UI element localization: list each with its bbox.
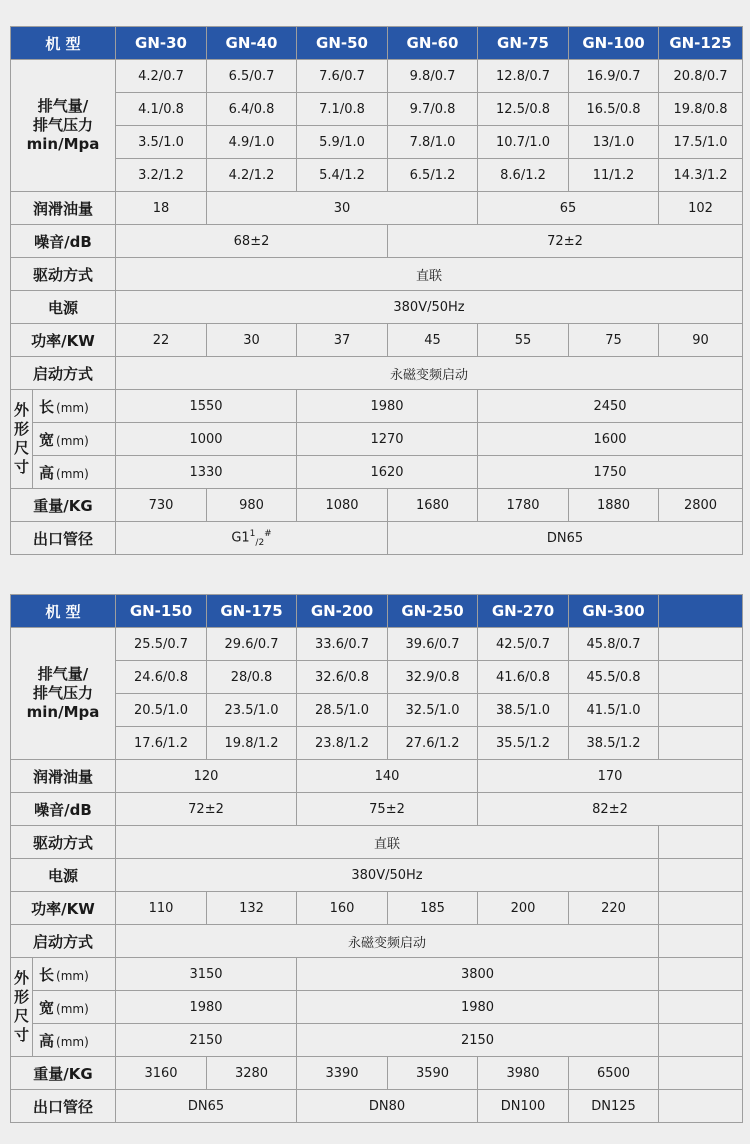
capacity-cell: 19.8/0.8 [659, 93, 743, 126]
empty-cell [659, 694, 743, 727]
outlet-cell: DN100 [478, 1090, 569, 1123]
empty-cell [659, 1057, 743, 1090]
capacity-row [11, 60, 743, 93]
model-cell: GN-30 [116, 27, 207, 60]
outlet-cell: $G1^1_{/2}^{\#}$ [116, 522, 388, 555]
drive-row [11, 826, 743, 859]
capacity-cell: 12.8/0.7 [478, 60, 569, 93]
noise-cell: 68±2 [116, 225, 388, 258]
power-row [11, 859, 743, 892]
capacity-row [11, 628, 743, 661]
capacity-cell: 9.7/0.8 [388, 93, 478, 126]
model-cell: GN-125 [659, 27, 743, 60]
outlet-row [11, 522, 743, 555]
model-header: 机 型 [11, 595, 116, 628]
oil-cell: 140 [297, 760, 478, 793]
start-label: 启动方式 [11, 357, 116, 390]
empty-cell [659, 1090, 743, 1123]
capacity-row [11, 661, 743, 694]
capacity-cell: 4.1/0.8 [116, 93, 207, 126]
capacity-cell: 28.5/1.0 [297, 694, 388, 727]
capacity-cell: 7.1/0.8 [297, 93, 388, 126]
weight-cell: 3280 [207, 1057, 297, 1090]
power-cell: 380V/50Hz [116, 859, 659, 892]
dim-row [11, 390, 743, 423]
length-cell: 2450 [478, 390, 743, 423]
height-cell: 1750 [478, 456, 743, 489]
noise-row [11, 793, 743, 826]
capacity-cell: 6.5/0.7 [207, 60, 297, 93]
capacity-cell: 32.5/1.0 [388, 694, 478, 727]
kw-cell: 45 [388, 324, 478, 357]
capacity-cell: 27.6/1.2 [388, 727, 478, 760]
model-cell: GN-60 [388, 27, 478, 60]
empty-cell [659, 958, 743, 991]
drive-cell: 直联 [116, 826, 659, 859]
height-cell: 2150 [116, 1024, 297, 1057]
capacity-row [11, 93, 743, 126]
model-cell: GN-300 [569, 595, 659, 628]
power-cell: 380V/50Hz [116, 291, 743, 324]
capacity-cell: 5.4/1.2 [297, 159, 388, 192]
start-row [11, 925, 743, 958]
capacity-cell: 29.6/0.7 [207, 628, 297, 661]
spec-table-1 [10, 26, 743, 555]
empty-cell [659, 859, 743, 892]
kw-label: 功率/KW [11, 892, 116, 925]
capacity-cell: 14.3/1.2 [659, 159, 743, 192]
empty-cell [659, 892, 743, 925]
outlet-label: 出口管径 [11, 1090, 116, 1123]
width-cell: 1600 [478, 423, 743, 456]
capacity-cell: 5.9/1.0 [297, 126, 388, 159]
width-cell: 1980 [297, 991, 659, 1024]
kw-cell: 110 [116, 892, 207, 925]
kw-cell: 37 [297, 324, 388, 357]
length-label: 长 (mm) [33, 390, 116, 423]
length-label: 长 (mm) [33, 958, 116, 991]
start-cell: 永磁变频启动 [116, 357, 743, 390]
dim-row [11, 423, 743, 456]
oil-label: 润滑油量 [11, 760, 116, 793]
outlet-cell: DN80 [297, 1090, 478, 1123]
start-row [11, 357, 743, 390]
model-cell: GN-40 [207, 27, 297, 60]
capacity-cell: 39.6/0.7 [388, 628, 478, 661]
capacity-label: 排气量/ 排气压力 min/Mpa [11, 628, 116, 760]
outlet-label: 出口管径 [11, 522, 116, 555]
model-header: 机 型 [11, 27, 116, 60]
oil-cell: 65 [478, 192, 659, 225]
outlet-cell: DN65 [116, 1090, 297, 1123]
dimension-group-label: 外 形 尺 寸 [11, 390, 33, 489]
outlet-cell: DN65 [388, 522, 743, 555]
capacity-cell: 3.2/1.2 [116, 159, 207, 192]
drive-label: 驱动方式 [11, 258, 116, 291]
capacity-row [11, 126, 743, 159]
noise-label: 噪音/dB [11, 225, 116, 258]
model-cell: GN-100 [569, 27, 659, 60]
model-cell: GN-200 [297, 595, 388, 628]
capacity-row [11, 159, 743, 192]
weight-row [11, 489, 743, 522]
kw-row [11, 892, 743, 925]
kw-cell: 160 [297, 892, 388, 925]
weight-label: 重量/KG [11, 1057, 116, 1090]
dim-row [11, 1024, 743, 1057]
weight-cell: 730 [116, 489, 207, 522]
capacity-label: 排气量/ 排气压力 min/Mpa [11, 60, 116, 192]
kw-cell: 55 [478, 324, 569, 357]
kw-cell: 90 [659, 324, 743, 357]
capacity-cell: 23.5/1.0 [207, 694, 297, 727]
capacity-row [11, 694, 743, 727]
weight-cell: 1680 [388, 489, 478, 522]
width-cell: 1980 [116, 991, 297, 1024]
capacity-cell: 16.5/0.8 [569, 93, 659, 126]
capacity-cell: 28/0.8 [207, 661, 297, 694]
kw-cell: 200 [478, 892, 569, 925]
width-cell: 1000 [116, 423, 297, 456]
weight-cell: 3590 [388, 1057, 478, 1090]
kw-cell: 220 [569, 892, 659, 925]
dim-row [11, 958, 743, 991]
start-cell: 永磁变频启动 [116, 925, 659, 958]
length-cell: 3800 [297, 958, 659, 991]
drive-cell: 直联 [116, 258, 743, 291]
capacity-cell: 33.6/0.7 [297, 628, 388, 661]
weight-row [11, 1057, 743, 1090]
length-cell: 1550 [116, 390, 297, 423]
weight-label: 重量/KG [11, 489, 116, 522]
empty-cell [659, 1024, 743, 1057]
capacity-cell: 3.5/1.0 [116, 126, 207, 159]
model-cell: GN-150 [116, 595, 207, 628]
height-cell: 1330 [116, 456, 297, 489]
dim-row [11, 456, 743, 489]
outlet-row [11, 1090, 743, 1123]
model-cell: GN-250 [388, 595, 478, 628]
oil-row [11, 760, 743, 793]
header-row [11, 595, 743, 628]
capacity-cell: 20.5/1.0 [116, 694, 207, 727]
empty-cell [659, 628, 743, 661]
capacity-cell: 16.9/0.7 [569, 60, 659, 93]
outlet-cell: DN125 [569, 1090, 659, 1123]
oil-label: 润滑油量 [11, 192, 116, 225]
capacity-cell: 17.5/1.0 [659, 126, 743, 159]
oil-cell: 102 [659, 192, 743, 225]
noise-cell: 72±2 [116, 793, 297, 826]
noise-cell: 72±2 [388, 225, 743, 258]
capacity-row [11, 727, 743, 760]
capacity-cell: 7.6/0.7 [297, 60, 388, 93]
dimension-group-label: 外 形 尺 寸 [11, 958, 33, 1057]
power-label: 电源 [11, 859, 116, 892]
oil-row [11, 192, 743, 225]
height-label: 高 (mm) [33, 456, 116, 489]
capacity-cell: 41.6/0.8 [478, 661, 569, 694]
weight-cell: 3160 [116, 1057, 207, 1090]
width-cell: 1270 [297, 423, 478, 456]
capacity-cell: 13/1.0 [569, 126, 659, 159]
weight-cell: 2800 [659, 489, 743, 522]
start-label: 启动方式 [11, 925, 116, 958]
width-label: 宽 (mm) [33, 991, 116, 1024]
capacity-cell: 12.5/0.8 [478, 93, 569, 126]
header-row [11, 27, 743, 60]
capacity-cell: 41.5/1.0 [569, 694, 659, 727]
weight-cell: 6500 [569, 1057, 659, 1090]
weight-cell: 3390 [297, 1057, 388, 1090]
noise-cell: 82±2 [478, 793, 743, 826]
capacity-cell: 45.5/0.8 [569, 661, 659, 694]
capacity-cell: 6.5/1.2 [388, 159, 478, 192]
drive-row [11, 258, 743, 291]
height-cell: 2150 [297, 1024, 659, 1057]
weight-cell: 1080 [297, 489, 388, 522]
weight-cell: 1780 [478, 489, 569, 522]
oil-cell: 120 [116, 760, 297, 793]
capacity-cell: 4.2/1.2 [207, 159, 297, 192]
kw-cell: 185 [388, 892, 478, 925]
weight-cell: 1880 [569, 489, 659, 522]
oil-cell: 30 [207, 192, 478, 225]
capacity-cell: 19.8/1.2 [207, 727, 297, 760]
model-cell [659, 595, 743, 628]
empty-cell [659, 826, 743, 859]
capacity-cell: 32.6/0.8 [297, 661, 388, 694]
model-cell: GN-50 [297, 27, 388, 60]
noise-row [11, 225, 743, 258]
length-cell: 3150 [116, 958, 297, 991]
kw-row [11, 324, 743, 357]
noise-label: 噪音/dB [11, 793, 116, 826]
power-label: 电源 [11, 291, 116, 324]
capacity-cell: 20.8/0.7 [659, 60, 743, 93]
kw-cell: 75 [569, 324, 659, 357]
capacity-cell: 11/1.2 [569, 159, 659, 192]
empty-cell [659, 991, 743, 1024]
capacity-cell: 42.5/0.7 [478, 628, 569, 661]
capacity-cell: 17.6/1.2 [116, 727, 207, 760]
capacity-cell: 10.7/1.0 [478, 126, 569, 159]
capacity-cell: 35.5/1.2 [478, 727, 569, 760]
empty-cell [659, 925, 743, 958]
kw-cell: 30 [207, 324, 297, 357]
capacity-cell: 4.9/1.0 [207, 126, 297, 159]
capacity-cell: 23.8/1.2 [297, 727, 388, 760]
capacity-cell: 9.8/0.7 [388, 60, 478, 93]
oil-cell: 18 [116, 192, 207, 225]
weight-cell: 3980 [478, 1057, 569, 1090]
height-cell: 1620 [297, 456, 478, 489]
capacity-cell: 38.5/1.2 [569, 727, 659, 760]
capacity-cell: 6.4/0.8 [207, 93, 297, 126]
model-cell: GN-75 [478, 27, 569, 60]
capacity-cell: 8.6/1.2 [478, 159, 569, 192]
oil-cell: 170 [478, 760, 743, 793]
weight-cell: 980 [207, 489, 297, 522]
length-cell: 1980 [297, 390, 478, 423]
capacity-cell: 7.8/1.0 [388, 126, 478, 159]
height-label: 高 (mm) [33, 1024, 116, 1057]
kw-label: 功率/KW [11, 324, 116, 357]
model-cell: GN-175 [207, 595, 297, 628]
capacity-cell: 32.9/0.8 [388, 661, 478, 694]
dim-row [11, 991, 743, 1024]
model-cell: GN-270 [478, 595, 569, 628]
capacity-cell: 4.2/0.7 [116, 60, 207, 93]
width-label: 宽 (mm) [33, 423, 116, 456]
kw-cell: 132 [207, 892, 297, 925]
empty-cell [659, 661, 743, 694]
capacity-cell: 25.5/0.7 [116, 628, 207, 661]
drive-label: 驱动方式 [11, 826, 116, 859]
empty-cell [659, 727, 743, 760]
spec-table-2 [10, 594, 743, 1123]
kw-cell: 22 [116, 324, 207, 357]
noise-cell: 75±2 [297, 793, 478, 826]
power-row [11, 291, 743, 324]
capacity-cell: 38.5/1.0 [478, 694, 569, 727]
capacity-cell: 24.6/0.8 [116, 661, 207, 694]
capacity-cell: 45.8/0.7 [569, 628, 659, 661]
